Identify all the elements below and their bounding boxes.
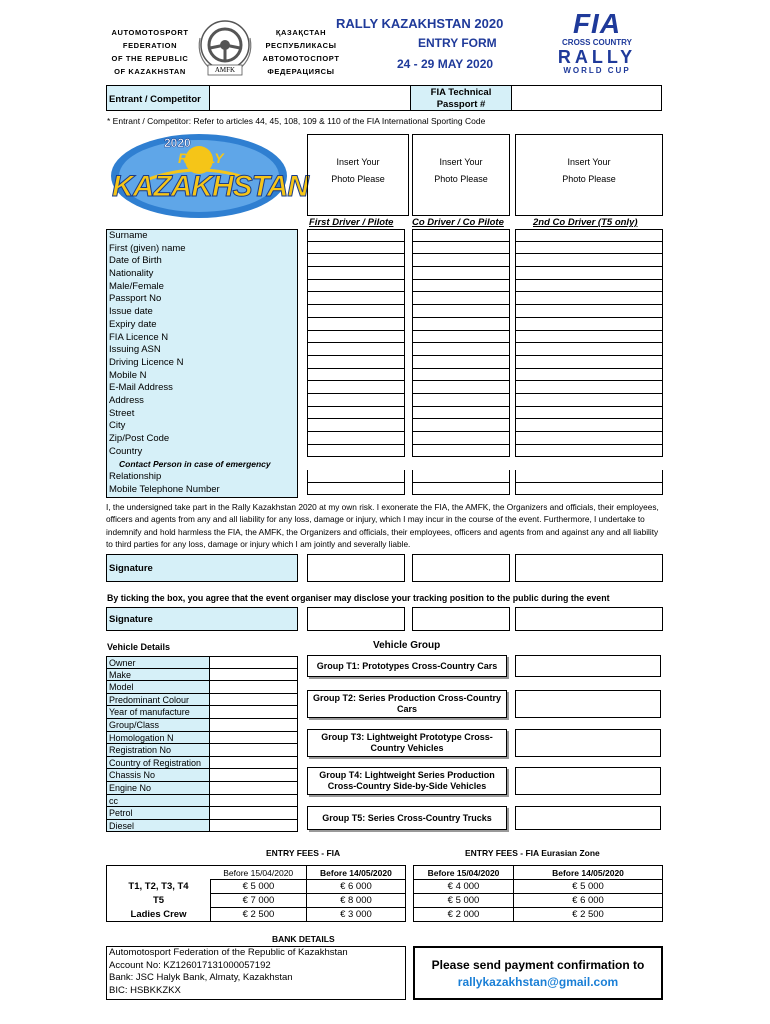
fees-fia-col-2: Before 14/05/2020 [306, 866, 405, 880]
logo-year: 2020 [164, 136, 191, 150]
field-label: Nationality [109, 268, 154, 280]
vehicle-field-label: Model [106, 681, 210, 694]
vehicle-field-input[interactable] [210, 744, 298, 757]
vehicle-row [106, 757, 298, 770]
vehicle-field-input[interactable] [210, 719, 298, 732]
logo-rally: RALLY [178, 150, 224, 166]
fia-logo-line1: CROSS COUNTRY [562, 38, 632, 47]
field-label: Mobile N [109, 369, 147, 381]
driver-inputs[interactable] [307, 229, 405, 495]
vehicle-group-heading: Vehicle Group [373, 640, 441, 651]
field-label: Issuing ASN [109, 344, 161, 356]
field-label: Address [109, 394, 144, 406]
field-label: Relationship [109, 471, 162, 483]
emergency-heading: Contact Person in case of emergency [119, 459, 271, 470]
event-dates: 24 - 29 MAY 2020 [397, 57, 494, 71]
bank-line: Account No: KZ126017131000057192 [109, 959, 271, 971]
group-t3-checkbox[interactable] [515, 729, 661, 757]
vehicle-field-label: Chassis No [106, 769, 210, 782]
payment-email[interactable]: rallykazakhstan@gmail.com [457, 975, 619, 989]
vehicle-field-input[interactable] [210, 782, 298, 795]
group-t4-checkbox[interactable] [515, 767, 661, 795]
vehicle-field-label: Group/Class [106, 719, 210, 732]
tracking-signature-codriver[interactable] [412, 607, 510, 631]
signature-driver[interactable] [307, 554, 405, 582]
declaration-text: I, the undersigned take part in the Rally Kazakhstan 2020 at my own risk. I exonerate the FIA, the AMFK, the Organizers and officials, their employees, officers and agents from any and all liability for any loss, damage or injury, which I may incur in the course of the event. Furthermore, I undertake to indemnify and hold harmless the FIA, the AMFK, the Organizers and officials, their employees, officers and agents from and against any and all liability to third parties for any loss, damage or injury which I am jointly and severally liable. [106, 502, 659, 550]
photo-text-2: Photo Please [434, 174, 488, 184]
vehicle-field-input[interactable] [210, 732, 298, 745]
bank-heading: BANK DETAILS [272, 934, 335, 944]
payment-box [413, 946, 663, 1000]
fee-value: € 2 000 [414, 908, 514, 922]
group-t5-checkbox[interactable] [515, 806, 661, 830]
tracking-consent-text: By ticking the box, you agree that the event organiser may disclose your tracking position to the public during the event [107, 593, 610, 603]
bank-details-box [106, 946, 406, 1000]
photo-text-1: Insert Your [336, 157, 380, 167]
field-label: Expiry date [109, 318, 157, 330]
passport-input[interactable] [511, 85, 662, 111]
fee-value: € 5 000 [211, 880, 307, 894]
group-t2-checkbox[interactable] [515, 690, 661, 718]
field-label: Driving Licence N [109, 356, 184, 368]
passport-label [410, 85, 512, 111]
vehicle-field-label: Engine No [106, 782, 210, 795]
field-label: Street [109, 407, 135, 419]
entrant-note: * Entrant / Competitor: Refer to articles 44, 45, 108, 109 & 110 of the FIA International Sporting Code [107, 116, 486, 126]
fee-value: € 5 000 [414, 894, 514, 908]
group-t3-label: Group T3: Lightweight Prototype Cross-Country Vehicles [307, 729, 507, 757]
vehicle-row [106, 706, 298, 719]
fia-logo-line2: RALLY [557, 47, 637, 67]
vehicle-row [106, 744, 298, 757]
vehicle-row [106, 782, 298, 795]
vehicle-row [106, 681, 298, 694]
vehicle-field-input[interactable] [210, 769, 298, 782]
field-label: Zip/Post Code [109, 433, 170, 444]
photo-box-driver[interactable] [307, 134, 409, 216]
column-co-driver: Co Driver / Co Pilote [412, 217, 504, 228]
vehicle-field-input[interactable] [210, 706, 298, 719]
rally-kazakhstan-logo [106, 130, 309, 220]
field-label: City [109, 420, 126, 432]
entrant-label [106, 85, 210, 111]
fee-value: € 5 000 [514, 880, 663, 894]
group-t5-label: Group T5: Series Cross-Country Trucks [307, 806, 507, 830]
fees-eurasian-table [413, 865, 663, 922]
field-label: Date of Birth [109, 255, 162, 267]
group-t4-label: Group T4: Lightweight Series Production Cross-Country Side-by-Side Vehicles [307, 767, 507, 795]
page-title: RALLY KAZAKHSTAN 2020 [336, 16, 504, 31]
fee-value: € 8 000 [306, 894, 405, 908]
fees-eurasian-heading: ENTRY FEES - FIA Eurasian Zone [465, 848, 600, 858]
bank-line: BIC: HSBKKZKX [109, 984, 181, 996]
signature-codriver[interactable] [412, 554, 510, 582]
vehicle-row [106, 694, 298, 707]
fee-value: € 6 000 [514, 894, 663, 908]
fees-eurasian-col-1: Before 15/04/2020 [414, 866, 514, 880]
group-t2-label: Group T2: Series Production Cross-Country Cars [307, 690, 507, 718]
field-label: Male/Female [109, 280, 164, 292]
vehicle-field-label: Year of manufacture [106, 706, 210, 719]
vehicle-field-input[interactable] [210, 669, 298, 682]
group-t1-label: Group T1: Prototypes Cross-Country Cars [307, 655, 507, 677]
fia-cross-country-logo [556, 10, 638, 80]
fees-eurasian-col-2: Before 14/05/2020 [514, 866, 663, 880]
fee-value: € 7 000 [211, 894, 307, 908]
fee-row-label: Ladies Crew [130, 908, 187, 920]
vehicle-field-label: Make [106, 669, 210, 682]
vehicle-field-label: Registration No [106, 744, 210, 757]
second-codriver-inputs[interactable] [515, 229, 663, 495]
photo-box-2nd-codriver[interactable] [515, 134, 663, 216]
entrant-input[interactable] [209, 85, 411, 111]
vehicle-field-input[interactable] [210, 656, 298, 669]
field-label: E-Mail Address [109, 382, 173, 394]
group-t1-checkbox[interactable] [515, 655, 661, 677]
column-2nd-co-driver: 2nd Co Driver (T5 only) [533, 217, 638, 228]
federation-name-en: AUTOMOTOSPORT FEDERATION OF THE REPUBLIC OF KAZAKHSTAN [111, 28, 189, 76]
bank-line: Bank: JSC Halyk Bank, Almaty, Kazakhstan [109, 972, 293, 983]
emblem-label: AMFK [214, 66, 236, 74]
vehicle-field-label: cc [106, 795, 210, 808]
entrant-label-text: Entrant / Competitor [109, 94, 201, 105]
signature2-label-text: Signature [109, 614, 153, 625]
fee-value: € 2 500 [211, 908, 307, 922]
vehicle-field-label: Diesel [106, 820, 210, 833]
vehicle-field-label: Predominant Colour [106, 694, 210, 707]
page-subtitle: ENTRY FORM [418, 36, 497, 50]
vehicle-row [106, 719, 298, 732]
fees-fia-col-1: Before 15/04/2020 [223, 867, 294, 878]
vehicle-field-input[interactable] [210, 681, 298, 694]
column-first-driver: First Driver / Pilote [309, 217, 394, 228]
vehicle-field-label: Petrol [106, 807, 210, 820]
fee-row-label: T5 [152, 895, 165, 906]
signature2-label [106, 607, 298, 631]
vehicle-field-input[interactable] [210, 820, 298, 833]
codriver-inputs[interactable] [412, 229, 510, 495]
vehicle-field-label: Country of Registration [106, 757, 210, 770]
logo-name: KAZAKHSTAN [112, 170, 309, 203]
field-label: First (given) name [109, 242, 186, 254]
federation-emblem [192, 18, 258, 76]
fees-fia-heading: ENTRY FEES - FIA [266, 848, 341, 858]
fee-value: € 3 000 [306, 908, 405, 922]
vehicle-field-label: Homologation N [106, 732, 210, 745]
signature-2nd-codriver[interactable] [515, 554, 663, 582]
fee-value: € 4 000 [414, 880, 514, 894]
vehicle-field-input[interactable] [210, 757, 298, 770]
vehicle-field-label: Owner [106, 656, 210, 669]
photo-text-2: Photo Please [331, 174, 385, 184]
vehicle-row [106, 732, 298, 745]
photo-text-2: Photo Please [562, 174, 616, 184]
vehicle-details-heading: Vehicle Details [107, 642, 171, 652]
vehicle-row [106, 769, 298, 782]
fee-value: € 6 000 [306, 880, 405, 894]
fia-logo-text: FIA [572, 8, 622, 39]
vehicle-field-input[interactable] [210, 694, 298, 707]
vehicle-row [106, 820, 298, 833]
vehicle-row [106, 795, 298, 808]
bank-line: Automotosport Federation of the Republic of Kazakhstan [109, 947, 348, 958]
fia-logo-line3: WORLD CUP [563, 66, 631, 75]
signature-label [106, 554, 298, 582]
field-label: Surname [109, 230, 148, 241]
vehicle-details-table [106, 656, 298, 832]
fee-row-label: T1, T2, T3, T4 [128, 881, 189, 892]
field-label: Issue date [109, 306, 153, 318]
field-label: FIA Licence N [109, 331, 169, 343]
federation-name-kz: ҚАЗАҚСТАН РЕСПУБЛИКАСЫ АВТОМОТОСПОРТ ФЕДЕРАЦИЯСЫ [262, 28, 340, 76]
signature-label-text: Signature [109, 563, 153, 574]
personal-fields-labels [106, 229, 298, 498]
vehicle-field-input[interactable] [210, 795, 298, 808]
vehicle-row [106, 669, 298, 682]
vehicle-row [106, 656, 298, 669]
tracking-signature-driver[interactable] [307, 607, 405, 631]
fees-fia-table [106, 865, 406, 922]
photo-text-1: Insert Your [567, 157, 611, 167]
passport-label-text: FIA Technical Passport # [430, 87, 492, 110]
field-label: Passport No [109, 293, 162, 305]
vehicle-row [106, 807, 298, 820]
photo-box-codriver[interactable] [412, 134, 510, 216]
field-label: Mobile Telephone Number [109, 483, 220, 495]
fee-value: € 2 500 [514, 908, 663, 922]
photo-text-1: Insert Your [439, 157, 483, 167]
field-label: Country [109, 445, 143, 457]
payment-text: Please send payment confirmation to [431, 958, 645, 972]
tracking-signature-2nd-codriver[interactable] [515, 607, 663, 631]
vehicle-field-input[interactable] [210, 807, 298, 820]
